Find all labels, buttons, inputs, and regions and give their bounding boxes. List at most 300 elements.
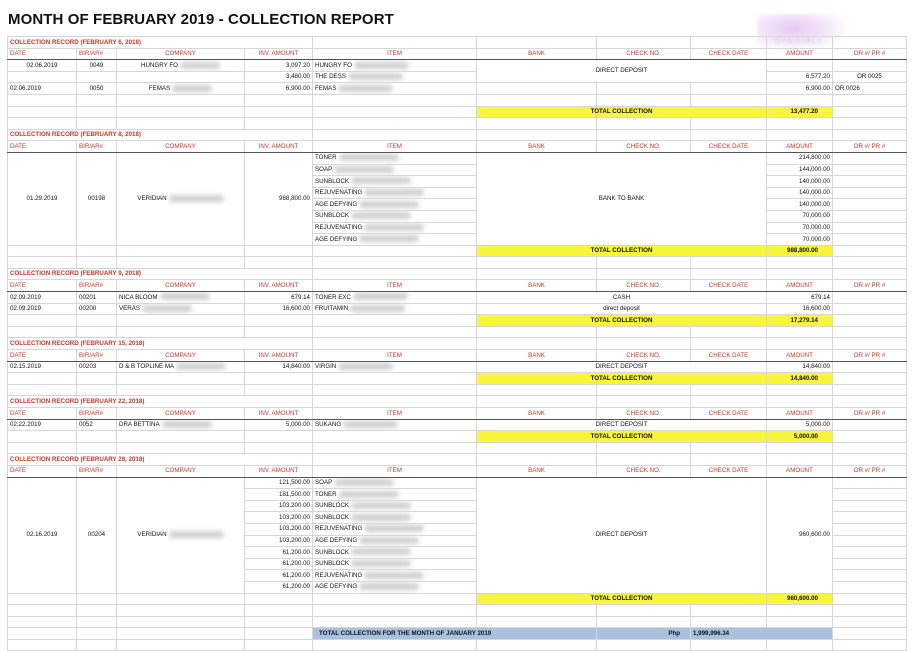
bank-cell: DIRECT DEPOSIT — [477, 419, 767, 431]
cell-text: AGE DEFYING — [315, 200, 358, 208]
section-title-row — [8, 268, 907, 280]
total-row — [8, 431, 907, 443]
redacted-text — [364, 189, 424, 196]
cell — [77, 593, 117, 605]
column-header: AMOUNT — [767, 48, 833, 60]
bank-cell: CASH — [477, 292, 767, 304]
column-header: ITEM — [313, 141, 477, 153]
amount-cell: 140,000.00 — [767, 187, 833, 199]
cell — [313, 454, 477, 466]
bir-cell: 00198 — [77, 152, 117, 245]
cell — [767, 94, 833, 106]
cell-text: SOAP — [315, 166, 333, 174]
item-cell — [313, 523, 477, 535]
cell — [117, 605, 245, 617]
cell — [117, 442, 245, 454]
redacted-text — [176, 363, 226, 370]
column-header: CHECK NO. — [597, 408, 691, 420]
bank-cell: DIRECT DEPOSIT — [477, 477, 767, 593]
cell — [77, 616, 117, 628]
cell — [313, 396, 477, 408]
section-title: COLLECTION RECORD (FEBRUARY 22, 2018) — [8, 396, 313, 408]
item-cell — [313, 164, 477, 176]
cell — [833, 361, 907, 373]
date-cell: 02.06.2019 — [8, 83, 77, 95]
empty-row — [8, 118, 907, 130]
cell — [245, 442, 313, 454]
cell — [77, 106, 117, 118]
redacted-text — [359, 235, 419, 242]
item-cell — [313, 570, 477, 582]
column-header: CHECK DATE — [691, 408, 767, 420]
cell — [833, 257, 907, 269]
cell-text: SOAP — [315, 479, 333, 487]
column-header: AMOUNT — [767, 280, 833, 292]
cell — [77, 431, 117, 443]
item-cell — [313, 292, 477, 304]
cell — [77, 315, 117, 327]
item-cell — [313, 303, 477, 315]
cell — [767, 338, 833, 350]
column-header: CHECK DATE — [691, 350, 767, 362]
cell — [833, 384, 907, 396]
cell — [313, 616, 477, 628]
cell — [313, 639, 477, 651]
amount-cell: 14,840.00 — [767, 361, 833, 373]
amount-cell: 140,000.00 — [767, 176, 833, 188]
total-row — [8, 373, 907, 385]
total-amount: 988,800.00 — [767, 245, 833, 257]
cell — [77, 118, 117, 130]
cell — [313, 37, 477, 49]
company-cell — [117, 361, 245, 373]
bir-cell: 0052 — [77, 419, 117, 431]
item-cell — [313, 83, 477, 95]
amount-cell: 144,000.00 — [767, 164, 833, 176]
total-amount: 13,477.20 — [767, 106, 833, 118]
cell — [691, 616, 767, 628]
cell — [833, 581, 907, 593]
item-cell — [313, 152, 477, 164]
cell — [597, 454, 691, 466]
redacted-text — [364, 572, 424, 579]
column-header: DATE — [8, 408, 77, 420]
cell-text: VIRGIN — [315, 363, 337, 371]
cell-text: SUNBLOCK — [315, 502, 350, 510]
section-title: COLLECTION RECORD (FEBRUARY 15, 2018) — [8, 338, 313, 350]
grand-total-label: TOTAL COLLECTION FOR THE MONTH OF JANUARY 2019 — [313, 628, 597, 640]
cell — [833, 94, 907, 106]
cell — [597, 257, 691, 269]
date-cell — [8, 71, 77, 83]
cell — [833, 454, 907, 466]
cell — [477, 118, 597, 130]
cell-text: THE DESS — [315, 73, 346, 81]
item-cell — [313, 477, 477, 489]
cell — [833, 477, 907, 489]
cell — [77, 94, 117, 106]
total-label: TOTAL COLLECTION — [477, 593, 767, 605]
cell — [833, 500, 907, 512]
cell — [767, 396, 833, 408]
cell — [313, 268, 477, 280]
company-cell — [117, 60, 245, 72]
grand-total-row — [8, 628, 907, 640]
inv-amount-cell: 3,097.20 — [245, 60, 313, 72]
cell — [245, 628, 313, 640]
total-label: TOTAL COLLECTION — [477, 245, 767, 257]
total-row — [8, 315, 907, 327]
column-header: AMOUNT — [767, 141, 833, 153]
inv-amount-cell: 14,840.00 — [245, 361, 313, 373]
cell-text: SUNBLOCK — [315, 560, 350, 568]
cell — [477, 94, 597, 106]
redacted-text — [348, 73, 403, 80]
cell — [77, 639, 117, 651]
date-cell: 02.16.2019 — [8, 477, 77, 593]
cell — [245, 94, 313, 106]
cell — [477, 129, 597, 141]
cell — [313, 593, 477, 605]
item-cell — [313, 71, 477, 83]
cell-text: DRA BETTINA — [119, 421, 160, 429]
column-header: BIR/AR# — [77, 350, 117, 362]
item-cell — [313, 419, 477, 431]
cell — [597, 37, 691, 49]
cell-text: REJUVENATING — [315, 189, 363, 197]
column-header: BIR/AR# — [77, 465, 117, 477]
column-header: OR #/ PR # — [833, 408, 907, 420]
amount-cell: 140,000.00 — [767, 199, 833, 211]
bank-cell: DIRECT DEPOSIT — [477, 361, 767, 373]
cell — [767, 442, 833, 454]
column-header: CHECK DATE — [691, 465, 767, 477]
table-row — [8, 152, 907, 164]
or-cell: OR 0025 — [833, 71, 907, 83]
cell-text: VERIDIAN — [137, 195, 167, 203]
cell — [691, 639, 767, 651]
inv-amount-cell: 61,200.00 — [245, 558, 313, 570]
item-cell — [313, 176, 477, 188]
column-header: INV. AMOUNT — [245, 408, 313, 420]
amount-cell: 214,800.00 — [767, 152, 833, 164]
table-row — [8, 303, 907, 315]
cell-text: VERAS — [119, 305, 140, 313]
company-cell — [117, 152, 245, 245]
table-row — [8, 419, 907, 431]
cell — [477, 605, 597, 617]
collection-report-table — [7, 36, 907, 651]
cell — [691, 384, 767, 396]
column-header: BIR/AR# — [77, 408, 117, 420]
date-cell: 02.22.2019 — [8, 419, 77, 431]
cell — [833, 547, 907, 559]
bir-cell: 00203 — [77, 361, 117, 373]
cell-text: HUNGRY FO — [315, 61, 352, 69]
cell — [691, 94, 767, 106]
inv-amount-cell: 103,200.00 — [245, 523, 313, 535]
cell-text: SUKANG — [315, 421, 342, 429]
total-label: TOTAL COLLECTION — [477, 106, 767, 118]
column-header: ITEM — [313, 48, 477, 60]
item-cell — [313, 500, 477, 512]
item-cell — [313, 535, 477, 547]
section-title: COLLECTION RECORD (FEBRUARY 28, 2018) — [8, 454, 313, 466]
cell-text: FEMAS — [148, 84, 171, 92]
cell-text: TONER EXC — [315, 293, 351, 301]
redacted-text — [350, 305, 405, 312]
cell — [8, 442, 77, 454]
cell — [117, 94, 245, 106]
cell — [691, 118, 767, 130]
cell — [597, 94, 691, 106]
cell — [833, 234, 907, 246]
bir-cell: 0049 — [77, 60, 117, 72]
cell — [597, 326, 691, 338]
redacted-text — [351, 502, 411, 509]
column-header: BANK — [477, 465, 597, 477]
inv-amount-cell: 103,200.00 — [245, 535, 313, 547]
cell — [8, 628, 77, 640]
cell — [691, 338, 767, 350]
cell — [245, 257, 313, 269]
inv-amount-cell: 121,500.00 — [245, 477, 313, 489]
cell — [691, 37, 767, 49]
redacted-text — [180, 62, 220, 69]
bir-cell: 00204 — [77, 477, 117, 593]
inv-amount-cell: 988,800.00 — [245, 152, 313, 245]
column-header: INV. AMOUNT — [245, 141, 313, 153]
cell — [833, 605, 907, 617]
cell-text: D & B TOPLINE MA — [119, 363, 175, 371]
table-row — [8, 83, 907, 95]
cell — [8, 605, 77, 617]
total-label: TOTAL COLLECTION — [477, 373, 767, 385]
cell — [77, 245, 117, 257]
redacted-text — [334, 479, 394, 486]
cell — [117, 118, 245, 130]
bank-cell: BANK TO BANK — [477, 152, 767, 245]
empty-row — [8, 257, 907, 269]
cell — [691, 129, 767, 141]
total-row — [8, 593, 907, 605]
inv-amount-cell: 103,200.00 — [245, 512, 313, 524]
cell — [691, 326, 767, 338]
header-row — [8, 408, 907, 420]
redacted-text — [339, 491, 399, 498]
company-cell — [117, 292, 245, 304]
cell-text: TONER — [315, 490, 337, 498]
cell — [313, 605, 477, 617]
cell — [117, 106, 245, 118]
cell — [477, 83, 597, 95]
bir-cell — [77, 71, 117, 83]
inv-amount-cell: 61,200.00 — [245, 581, 313, 593]
date-cell: 02.09.2019 — [8, 303, 77, 315]
item-cell — [313, 581, 477, 593]
column-header: CHECK NO. — [597, 350, 691, 362]
cell — [8, 326, 77, 338]
column-header: AMOUNT — [767, 465, 833, 477]
redacted-text — [354, 62, 409, 69]
cell — [833, 187, 907, 199]
item-cell — [313, 558, 477, 570]
cell — [767, 268, 833, 280]
header-row — [8, 141, 907, 153]
total-amount: 14,840.00 — [767, 373, 833, 385]
date-cell: 02.06.2019 — [8, 60, 77, 72]
cell — [77, 605, 117, 617]
cell — [597, 129, 691, 141]
column-header: ITEM — [313, 465, 477, 477]
company-cell — [117, 477, 245, 593]
cell — [117, 628, 245, 640]
cell — [477, 326, 597, 338]
cell — [8, 639, 77, 651]
cell — [8, 106, 77, 118]
redacted-text — [160, 293, 210, 300]
column-header: BIR/AR# — [77, 280, 117, 292]
redacted-text — [142, 305, 192, 312]
cell-text: SUNBLOCK — [315, 212, 350, 220]
table-row — [8, 361, 907, 373]
cell — [767, 605, 833, 617]
column-header: CHECK NO. — [597, 465, 691, 477]
column-header: DATE — [8, 141, 77, 153]
cell — [117, 639, 245, 651]
redacted-text — [334, 166, 394, 173]
cell — [313, 373, 477, 385]
section-title-row — [8, 338, 907, 350]
redacted-text — [339, 154, 399, 161]
cell — [767, 326, 833, 338]
cell — [833, 512, 907, 524]
table-row — [8, 60, 907, 72]
or-cell: OR 0026 — [833, 83, 907, 95]
cell — [597, 384, 691, 396]
company-cell — [117, 83, 245, 95]
company-cell — [117, 303, 245, 315]
cell — [477, 338, 597, 350]
date-cell: 02.15.2019 — [8, 361, 77, 373]
column-header: ITEM — [313, 350, 477, 362]
or-cell — [833, 60, 907, 72]
cell — [8, 315, 77, 327]
cell — [833, 570, 907, 582]
cell — [833, 639, 907, 651]
amount-cell: 16,600.00 — [767, 303, 833, 315]
cell — [245, 245, 313, 257]
cell — [77, 384, 117, 396]
column-header: DATE — [8, 48, 77, 60]
cell — [767, 616, 833, 628]
cell — [833, 442, 907, 454]
amount-cell: 70,000.00 — [767, 234, 833, 246]
cell — [597, 396, 691, 408]
cell — [313, 431, 477, 443]
empty-row — [8, 639, 907, 651]
header-row — [8, 465, 907, 477]
cell — [833, 303, 907, 315]
cell — [477, 442, 597, 454]
cell — [833, 628, 907, 640]
cell — [833, 593, 907, 605]
cell-text: SUNBLOCK — [315, 548, 350, 556]
redacted-text — [353, 293, 408, 300]
cell — [117, 616, 245, 628]
cell — [477, 454, 597, 466]
cell — [8, 431, 77, 443]
column-header: COMPANY — [117, 48, 245, 60]
cell — [767, 384, 833, 396]
cell — [597, 268, 691, 280]
cell — [245, 326, 313, 338]
column-header: CHECK DATE — [691, 48, 767, 60]
redacted-text — [338, 363, 393, 370]
cell — [833, 419, 907, 431]
cell — [477, 257, 597, 269]
column-header: OR #/ PR # — [833, 465, 907, 477]
cell — [8, 257, 77, 269]
item-cell — [313, 199, 477, 211]
inv-amount-cell: 5,000.00 — [245, 419, 313, 431]
cell — [833, 373, 907, 385]
cell — [833, 222, 907, 234]
company-cell — [117, 71, 245, 83]
cell — [245, 384, 313, 396]
cell — [833, 489, 907, 501]
cell — [117, 257, 245, 269]
redacted-text — [169, 195, 224, 202]
column-header: CHECK NO. — [597, 48, 691, 60]
amount-cell: 70,000.00 — [767, 210, 833, 222]
empty-row — [8, 94, 907, 106]
section-title: COLLECTION RECORD (FEBRUARY 9, 2018) — [8, 268, 313, 280]
section-title-row — [8, 37, 907, 49]
cell — [833, 616, 907, 628]
total-row — [8, 245, 907, 257]
cell — [597, 83, 691, 95]
bir-cell: 00200 — [77, 303, 117, 315]
column-header: COMPANY — [117, 408, 245, 420]
date-cell: 01.29.2019 — [8, 152, 77, 245]
redacted-text — [364, 224, 424, 231]
total-row — [8, 106, 907, 118]
cell — [767, 454, 833, 466]
cell — [691, 442, 767, 454]
inv-amount-cell: 61,200.00 — [245, 570, 313, 582]
item-cell — [313, 187, 477, 199]
cell — [477, 396, 597, 408]
total-amount: 960,600.00 — [767, 593, 833, 605]
cell — [833, 268, 907, 280]
cell — [833, 558, 907, 570]
column-header: OR #/ PR # — [833, 141, 907, 153]
cell — [245, 106, 313, 118]
amount-cell: 6,577.20 — [767, 71, 833, 83]
cell — [833, 210, 907, 222]
cell — [77, 628, 117, 640]
cell — [77, 257, 117, 269]
column-header: BANK — [477, 48, 597, 60]
inv-amount-cell: 679.14 — [245, 292, 313, 304]
cell — [767, 129, 833, 141]
item-cell — [313, 489, 477, 501]
cell — [597, 338, 691, 350]
cell — [833, 164, 907, 176]
column-header: BANK — [477, 141, 597, 153]
column-header: COMPANY — [117, 465, 245, 477]
